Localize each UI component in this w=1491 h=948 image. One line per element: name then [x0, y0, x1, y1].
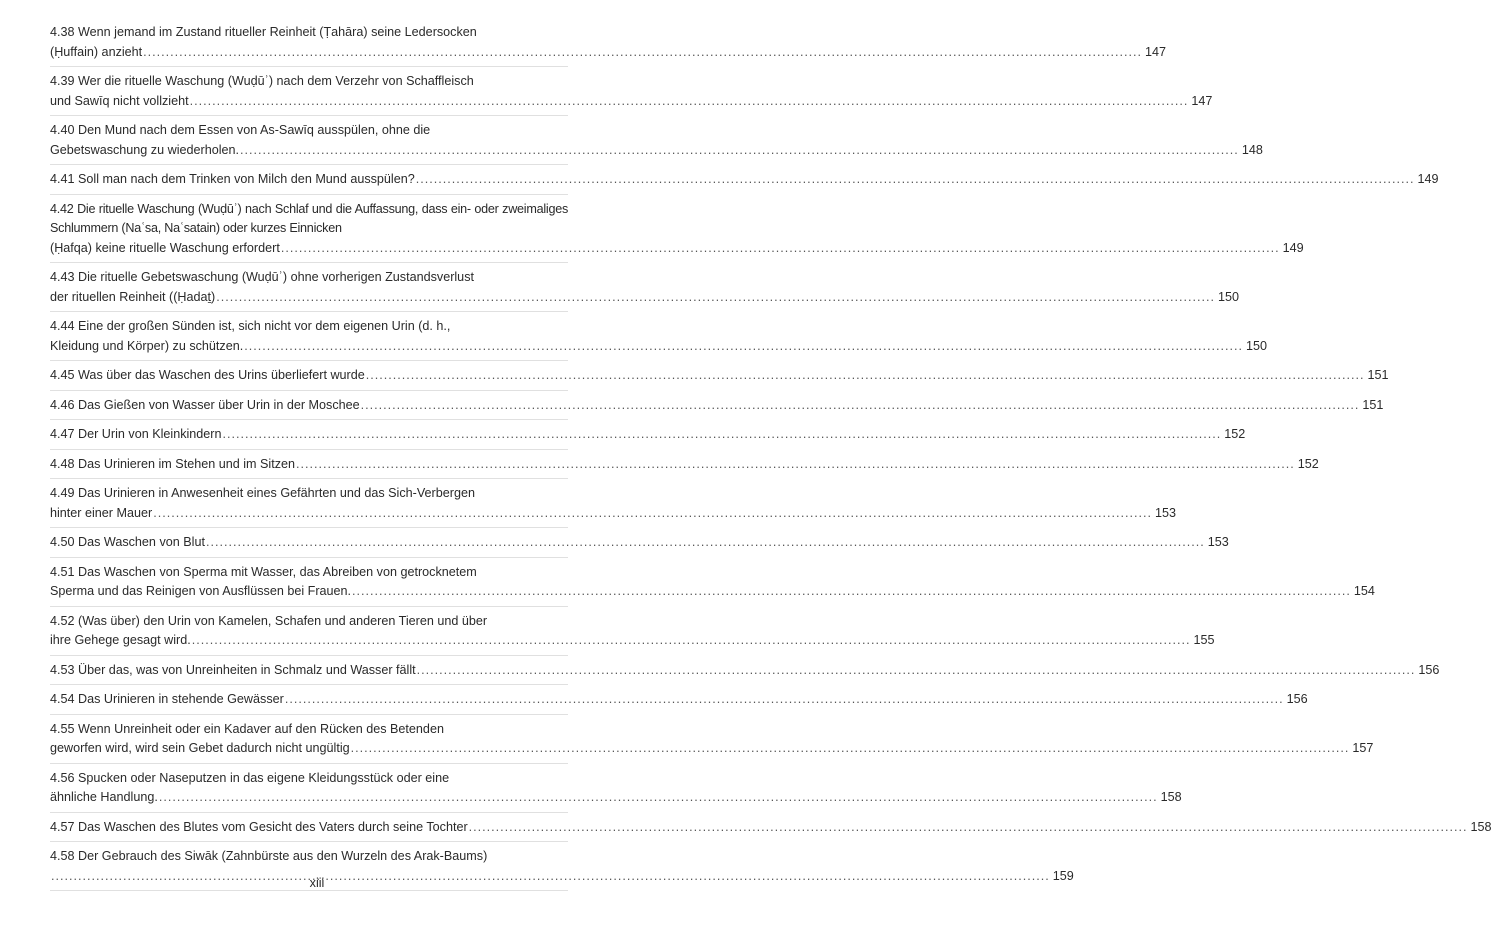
toc-entry-title: Das Waschen von Blut — [78, 535, 205, 549]
toc-entry-text — [50, 200, 568, 239]
toc-entry — [50, 391, 1384, 421]
toc-entry-page: 158 — [1160, 790, 1182, 804]
toc-entry — [50, 685, 1308, 715]
toc-entry-page: 151 — [1367, 368, 1389, 382]
toc-entry-number: 4.50 — [50, 535, 75, 549]
dot-leader — [351, 739, 1350, 759]
toc-entry — [50, 312, 1268, 361]
toc-entry-title-line: oder zweimaliges Schlummern (Naʿsa, Naʿsatain) oder kurzes Einnicken — [50, 201, 568, 235]
toc-entry-leader-line — [50, 690, 1308, 710]
toc-entry-text — [50, 268, 568, 288]
dot-leader — [296, 455, 1295, 475]
dot-leader — [206, 533, 1205, 553]
table-of-contents — [50, 18, 1491, 891]
toc-entry-title-line: Der Gebrauch des Siwāk (Zahnbürste aus den Wurzeln des Arak-Baums) — [78, 849, 488, 863]
toc-entry-number: 4.47 — [50, 427, 75, 441]
toc-entry-text — [50, 317, 568, 337]
toc-entry — [50, 116, 1263, 165]
toc-entry-leader-line — [50, 92, 1213, 112]
toc-entry — [50, 361, 1389, 391]
toc-entry-title: ähnliche Handlung. — [50, 790, 158, 804]
toc-entry-last-line — [50, 455, 295, 475]
toc-entry-title: der rituellen Reinheit ((Ḥadaṯ) — [50, 289, 216, 304]
toc-entry-leader-line — [50, 631, 1215, 651]
toc-entry-page: 153 — [1207, 535, 1229, 549]
toc-entry-last-line — [50, 788, 158, 808]
toc-entry-last-line — [50, 288, 215, 308]
dot-leader — [281, 239, 1280, 259]
toc-entry-leader-line — [50, 533, 1229, 553]
toc-entry — [50, 656, 1440, 686]
toc-entry-leader-line — [50, 455, 1319, 475]
toc-entry-leader-line — [50, 504, 1176, 524]
toc-entry-number: 4.51 — [50, 564, 75, 579]
toc-entry-title: Über das, was von Unreinheiten in Schmalz und Wasser fällt — [78, 662, 416, 677]
toc-entry-number: 4.52 — [50, 613, 75, 628]
toc-entry-number: 4.42 — [50, 201, 74, 216]
toc-entry-page: 158 — [1470, 819, 1491, 834]
toc-entry-text — [50, 720, 568, 740]
toc-entry-title: (Ḥuffain) anzieht — [50, 44, 143, 59]
toc-entry-last-line — [50, 396, 360, 416]
toc-entry — [50, 450, 1319, 480]
toc-entry-leader-line — [50, 661, 1440, 681]
toc-entry-title-line: Wenn Unreinheit oder ein Kadaver auf den Rücken des Betenden — [78, 721, 444, 736]
toc-entry-last-line — [50, 739, 350, 759]
toc-entry-title: Das Gießen von Wasser über Urin in der Moschee — [78, 397, 360, 412]
toc-entry — [50, 165, 1439, 195]
toc-entry-page: 153 — [1154, 505, 1176, 520]
toc-entry — [50, 263, 1239, 312]
toc-entry-page: 149 — [1282, 240, 1304, 255]
toc-entry-text — [50, 72, 568, 92]
toc-entry-title: Gebetswaschung zu wiederholen. — [50, 142, 240, 157]
toc-entry-last-line — [50, 43, 142, 63]
toc-entry — [50, 715, 1374, 764]
toc-entry-number: 4.54 — [50, 692, 75, 706]
toc-entry-page: 155 — [1193, 633, 1215, 647]
toc-entry-leader-line — [50, 141, 1263, 161]
toc-entry — [50, 607, 1215, 656]
toc-entry-page: 156 — [1418, 662, 1440, 677]
toc-entry-last-line — [50, 337, 243, 357]
toc-entry-last-line — [50, 141, 239, 161]
toc-entry-last-line — [50, 533, 205, 553]
toc-entry — [50, 420, 1246, 450]
toc-entry-last-line — [50, 92, 189, 112]
toc-entry-title: Das Waschen des Blutes vom Gesicht des Vaters durch seine Tochter — [78, 819, 468, 834]
toc-entry-last-line — [50, 239, 280, 259]
toc-entry-title-line: Den Mund nach dem Essen von As-Sawīq ausspülen, ohne die — [78, 123, 431, 137]
toc-entry-text — [50, 121, 568, 141]
dot-leader — [417, 661, 1416, 681]
toc-entry-title: hinter einer Mauer — [50, 505, 153, 520]
toc-entry-title: und Sawīq nicht vollzieht — [50, 93, 189, 108]
toc-entry-page: 154 — [1353, 584, 1375, 598]
toc-entry-title: geworfen wird, wird sein Gebet dadurch nicht ungültig — [50, 741, 350, 755]
toc-entry-number: 4.43 — [50, 270, 75, 284]
toc-entry-title: Sperma und das Reinigen von Ausflüssen bei Frauen. — [50, 584, 352, 598]
toc-entry-page: 150 — [1246, 338, 1268, 353]
toc-entry-page: 147 — [1191, 93, 1213, 108]
toc-entry — [50, 479, 1176, 528]
toc-entry-title: Soll man nach dem Trinken von Milch den Mund ausspülen? — [78, 172, 415, 186]
toc-entry-page: 152 — [1224, 427, 1246, 441]
toc-entry-leader-line — [50, 425, 1246, 445]
dot-leader — [216, 288, 1215, 308]
toc-entry-title: ihre Gehege gesagt wird. — [50, 633, 191, 647]
dot-leader — [366, 366, 1365, 386]
toc-entry-number: 4.58 — [50, 849, 75, 863]
toc-entry-leader-line — [50, 288, 1239, 308]
toc-entry-leader-line — [50, 739, 1374, 759]
toc-entry-title-line: Das Urinieren in Anwesenheit eines Gefährten und das Sich-Verbergen — [78, 486, 475, 500]
toc-entry-title-line: Die rituelle Waschung (Wuḍūʾ) nach Schlaf und die Auffassung, dass ein- — [77, 201, 471, 216]
toc-entry-leader-line — [50, 788, 1182, 808]
toc-entry — [50, 195, 1304, 264]
toc-entry-text — [50, 23, 568, 43]
toc-entry-page: 157 — [1352, 741, 1374, 755]
toc-entry-last-line — [50, 504, 152, 524]
toc-entry-last-line — [50, 582, 351, 602]
toc-entry-number: 4.45 — [50, 368, 75, 382]
toc-entry-leader-line — [50, 337, 1268, 357]
toc-entry-leader-line — [50, 239, 1304, 259]
toc-entry-last-line — [50, 366, 365, 386]
dot-leader — [361, 396, 1360, 416]
toc-entry — [50, 558, 1375, 607]
toc-entry-title-line: Wer die rituelle Waschung (Wuḍūʾ) nach dem Verzehr von Schaffleisch — [78, 74, 474, 88]
toc-entry-number: 4.40 — [50, 123, 75, 137]
toc-entry-text — [50, 484, 568, 504]
toc-entry-leader-line — [50, 396, 1384, 416]
toc-entry-number: 4.38 — [50, 25, 75, 39]
toc-entry — [50, 67, 1213, 116]
toc-entry-last-line — [50, 425, 222, 445]
toc-entry-title: Das Urinieren in stehende Gewässer — [78, 692, 284, 706]
toc-entry-text — [50, 769, 568, 789]
toc-entry-title-line: Das Waschen von Sperma mit Wasser, das Abreiben von getrocknetem — [78, 564, 477, 579]
dot-leader — [192, 631, 1191, 651]
toc-entry-text — [50, 563, 568, 583]
toc-entry-number: 4.49 — [50, 486, 75, 500]
toc-entry-title: Das Urinieren im Stehen und im Sitzen — [78, 456, 296, 471]
toc-entry-leader-line — [50, 170, 1439, 190]
dot-leader — [223, 425, 1222, 445]
toc-entry-page: 150 — [1217, 289, 1239, 304]
dot-leader — [352, 582, 1351, 602]
page-number: xiii — [309, 876, 325, 890]
toc-entry-number: 4.57 — [50, 819, 75, 834]
toc-entry-leader-line — [50, 818, 1491, 838]
toc-entry-page: 147 — [1144, 44, 1166, 59]
dot-leader — [153, 504, 1152, 524]
toc-entry — [50, 528, 1229, 558]
dot-leader — [159, 788, 1158, 808]
toc-entry-title: Kleidung und Körper) zu schützen. — [50, 338, 244, 353]
toc-entry-title: Der Urin von Kleinkindern — [78, 427, 222, 441]
toc-entry — [50, 18, 1166, 67]
toc-entry-page: 156 — [1286, 692, 1308, 706]
toc-entry-number: 4.44 — [50, 319, 75, 333]
toc-entry-page: 159 — [1052, 868, 1074, 883]
toc-entry-last-line — [50, 170, 415, 190]
toc-entry-last-line — [50, 690, 284, 710]
dot-leader — [143, 43, 1142, 63]
toc-entry-title-line: Spucken oder Naseputzen in das eigene Kleidungsstück oder eine — [78, 770, 450, 785]
toc-entry-title: (Ḥafqa) keine rituelle Waschung erfordert — [50, 240, 280, 255]
toc-entry-page: 148 — [1241, 142, 1263, 157]
dot-leader — [416, 170, 1415, 190]
toc-entry-number: 4.56 — [50, 770, 75, 785]
toc-entry-page: 152 — [1297, 456, 1319, 471]
toc-entry-number: 4.39 — [50, 74, 75, 88]
toc-entry — [50, 764, 1182, 813]
toc-entry-title-line: (Was über) den Urin von Kamelen, Schafen und anderen Tieren und über — [78, 613, 488, 628]
dot-leader — [244, 337, 1243, 357]
toc-entry-last-line — [50, 818, 468, 838]
toc-entry-number: 4.53 — [50, 662, 75, 677]
toc-entry-leader-line — [50, 366, 1389, 386]
toc-entry-last-line — [50, 631, 191, 651]
toc-entry-last-line — [50, 661, 416, 681]
dot-leader — [469, 818, 1468, 838]
toc-entry-page: 151 — [1362, 397, 1384, 412]
toc-entry-text — [50, 847, 568, 867]
dot-leader — [285, 690, 1284, 710]
toc-entry-number: 4.46 — [50, 397, 75, 412]
toc-entry-number: 4.41 — [50, 172, 75, 186]
toc-entry-title: Was über das Waschen des Urins überliefert wurde — [78, 368, 365, 382]
toc-entry-page: 149 — [1417, 172, 1439, 186]
toc-entry-title-line: Die rituelle Gebetswaschung (Wuḍūʾ) ohne vorherigen Zustandsverlust — [78, 270, 474, 284]
toc-entry-leader-line — [50, 582, 1375, 602]
toc-entry-leader-line — [50, 43, 1166, 63]
toc-entry-title-line: Wenn jemand im Zustand ritueller Reinheit (Ṭahāra) seine Ledersocken — [78, 25, 477, 39]
dot-leader — [240, 141, 1239, 161]
toc-entry-text — [50, 612, 568, 632]
dot-leader — [190, 92, 1189, 112]
toc-entry-number: 4.55 — [50, 721, 75, 736]
toc-entry-number: 4.48 — [50, 456, 75, 471]
toc-entry-title-line: Eine der großen Sünden ist, sich nicht vor dem eigenen Urin (d. h., — [78, 319, 451, 333]
toc-entry — [50, 813, 1491, 843]
